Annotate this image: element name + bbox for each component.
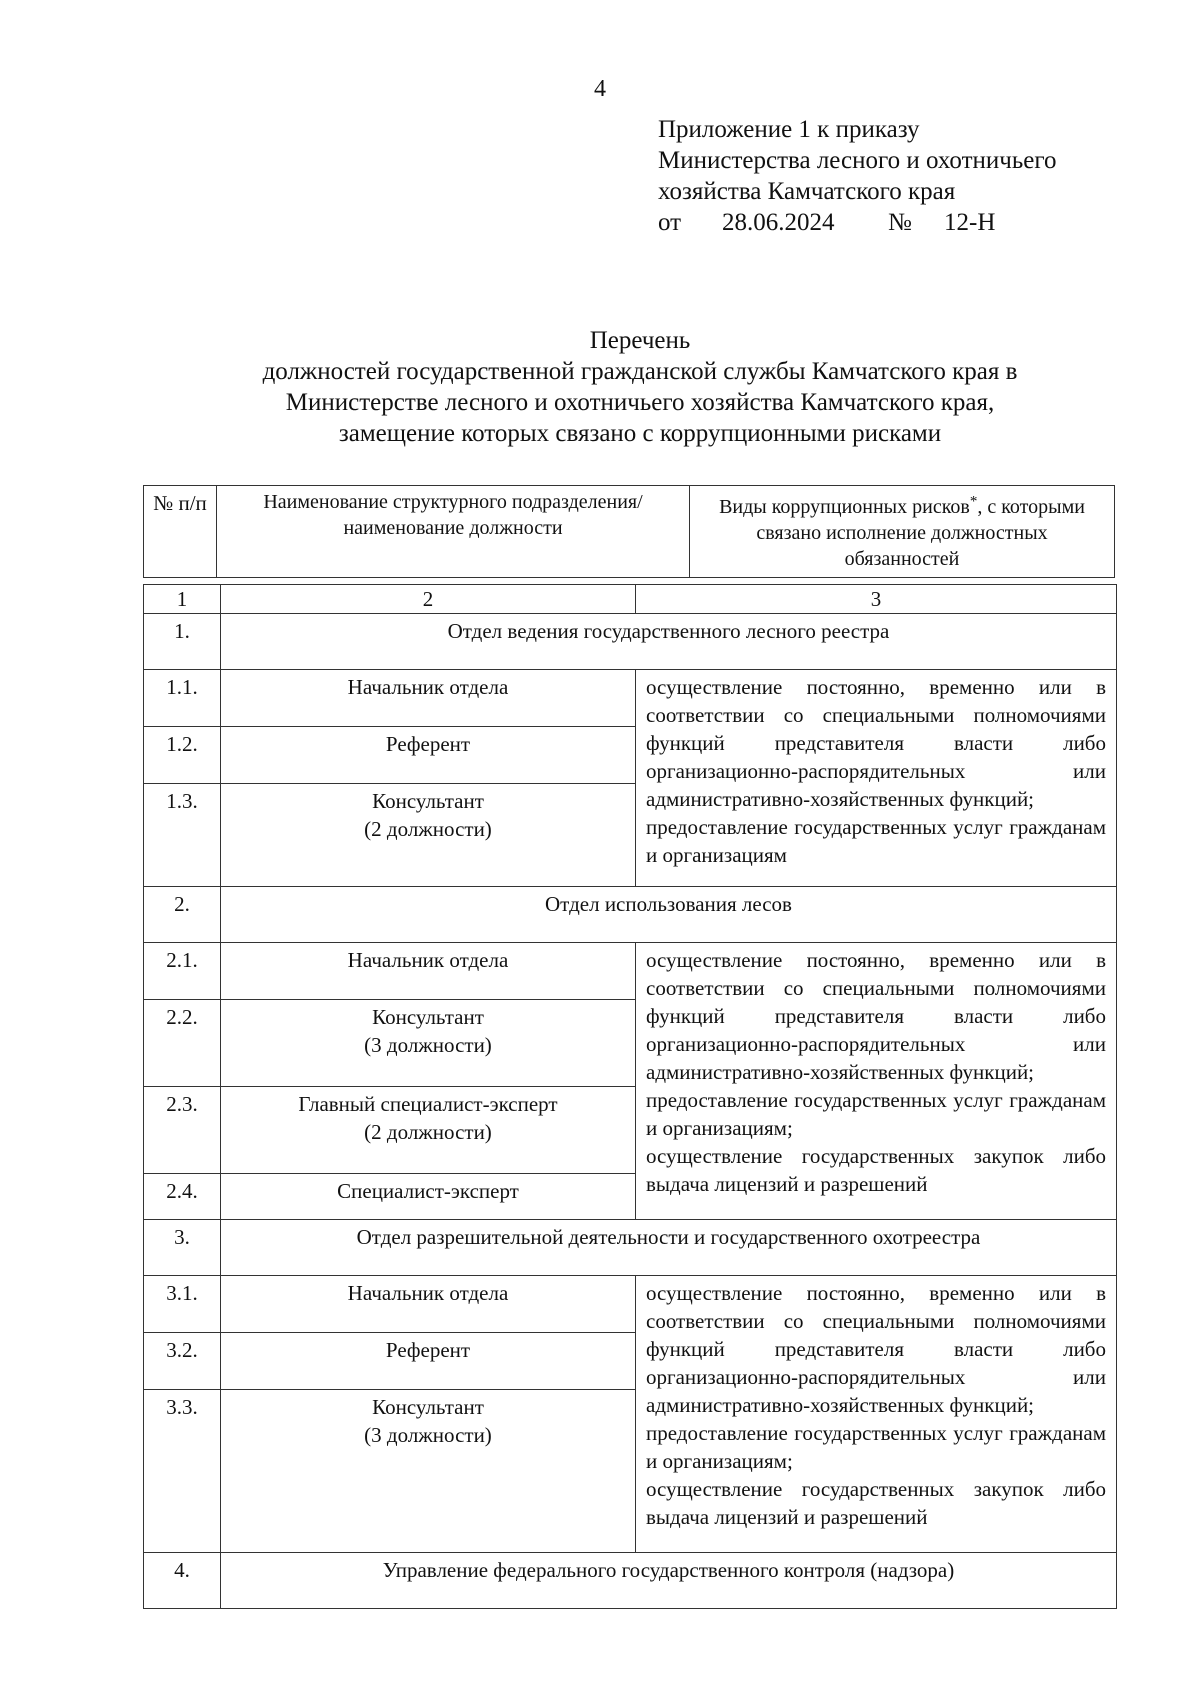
- number-sign: №: [888, 209, 912, 236]
- section-number: 1.: [144, 614, 221, 670]
- position-title: [221, 727, 636, 784]
- position-name: Консультант: [372, 1395, 484, 1419]
- header-col-number: № п/п: [144, 486, 217, 578]
- position-title: [221, 1390, 636, 1553]
- section-number: 3.: [144, 1220, 221, 1276]
- column-number-cell: 2: [221, 585, 636, 614]
- page-number: 4: [594, 76, 606, 102]
- position-number: 2.4.: [144, 1174, 221, 1220]
- position-title: [221, 1333, 636, 1390]
- header-col-position: Наименование структурного подразделения/ наименование должности: [217, 486, 690, 578]
- risk-item: осуществление постоянно, временно или в соответствии со специальными полномочиями функций представителя власти либо организационно-распорядительных или административно-хозяйственных функций;: [646, 1281, 1106, 1417]
- position-title: [221, 1174, 636, 1220]
- title-line-4: замещение которых связано с коррупционными рисками: [338, 420, 942, 447]
- position-name: Консультант: [372, 789, 484, 813]
- asterisk-mark: *: [969, 493, 978, 510]
- risk-item: осуществление государственных закупок либо выдача лицензий и разрешений: [646, 1477, 1106, 1529]
- risk-description: [636, 670, 1117, 887]
- risk-item: осуществление постоянно, временно или в соответствии со специальными полномочиями функций представителя власти либо организационно-распорядительных или административно-хозяйственных функций;: [646, 948, 1106, 1084]
- position-name: Начальник отдела: [347, 1281, 509, 1305]
- position-number: 1.3.: [144, 784, 221, 887]
- risk-item: предоставление государственных услуг гражданам и организациям: [646, 815, 1106, 867]
- position-title: [221, 670, 636, 727]
- section-name: Отдел использования лесов: [221, 887, 1117, 943]
- section-number: 2.: [144, 887, 221, 943]
- position-count: (2 должности): [364, 1120, 492, 1144]
- position-title: [221, 1087, 636, 1174]
- title-line-3: Министерстве лесного и охотничьего хозяйства Камчатского края,: [285, 389, 995, 416]
- section-row: [144, 614, 1117, 670]
- position-title: [221, 1276, 636, 1333]
- position-number: 3.3.: [144, 1390, 221, 1553]
- order-date-number: [658, 207, 1057, 238]
- title-line-1: Перечень: [589, 327, 691, 354]
- position-count: (3 должности): [364, 1033, 492, 1057]
- position-number: 3.1.: [144, 1276, 221, 1333]
- document-title: [150, 325, 1130, 449]
- position-row: [144, 943, 1117, 1000]
- appendix-line-2: Министерства лесного и охотничьего: [658, 147, 1057, 174]
- position-number: 2.2.: [144, 1000, 221, 1087]
- header-table: [143, 485, 1115, 578]
- position-title: [221, 943, 636, 1000]
- section-row: [144, 1220, 1117, 1276]
- positions-table: [143, 584, 1117, 1609]
- title-line-2: должностей государственной гражданской службы Камчатского края в: [262, 358, 1018, 385]
- position-title: [221, 1000, 636, 1087]
- order-number: 12-Н: [944, 209, 996, 236]
- section-name: Управление федерального государственного контроля (надзора): [221, 1553, 1117, 1609]
- position-number: 2.1.: [144, 943, 221, 1000]
- risk-description: [636, 1276, 1117, 1553]
- position-count: (2 должности): [364, 817, 492, 841]
- position-name: Начальник отдела: [347, 675, 509, 699]
- section-row: [144, 887, 1117, 943]
- position-number: 2.3.: [144, 1087, 221, 1174]
- section-name: Отдел ведения государственного лесного реестра: [221, 614, 1117, 670]
- position-name: Референт: [385, 1338, 471, 1362]
- position-name: Главный специалист-эксперт: [298, 1092, 558, 1116]
- column-number-cell: 1: [144, 585, 221, 614]
- header-risks-post: , с которыми связано исполнение должностных обязанностей: [756, 496, 1085, 570]
- position-number: 1.1.: [144, 670, 221, 727]
- position-number: 3.2.: [144, 1333, 221, 1390]
- appendix-line-1: Приложение 1 к приказу: [658, 116, 920, 143]
- header-col-risks: [690, 486, 1115, 578]
- risk-description: [636, 943, 1117, 1220]
- risk-item: предоставление государственных услуг гражданам и организациям;: [646, 1088, 1106, 1140]
- risk-item: предоставление государственных услуг гражданам и организациям;: [646, 1421, 1106, 1473]
- position-count: (3 должности): [364, 1423, 492, 1447]
- appendix-line-3: хозяйства Камчатского края: [658, 178, 956, 205]
- risk-item: осуществление государственных закупок либо выдача лицензий и разрешений: [646, 1144, 1106, 1196]
- appendix-block: [658, 114, 1057, 238]
- position-number: 1.2.: [144, 727, 221, 784]
- position-row: [144, 670, 1117, 727]
- position-row: [144, 1276, 1117, 1333]
- position-name: Консультант: [372, 1005, 484, 1029]
- position-title: [221, 784, 636, 887]
- from-label: от: [658, 209, 682, 236]
- header-risks-pre: Виды коррупционных рисков: [719, 496, 970, 518]
- section-number: 4.: [144, 1553, 221, 1609]
- order-date: 28.06.2024: [722, 209, 835, 236]
- risk-item: осуществление постоянно, временно или в соответствии со специальными полномочиями функций представителя власти либо организационно-распорядительных или административно-хозяйственных функций;: [646, 675, 1106, 811]
- position-name: Начальник отдела: [347, 948, 509, 972]
- position-name: Специалист-эксперт: [337, 1179, 519, 1203]
- section-row: [144, 1553, 1117, 1609]
- position-name: Референт: [385, 732, 471, 756]
- column-number-row: [144, 585, 1117, 614]
- section-name: Отдел разрешительной деятельности и государственного охотреестра: [221, 1220, 1117, 1276]
- column-number-cell: 3: [636, 585, 1117, 614]
